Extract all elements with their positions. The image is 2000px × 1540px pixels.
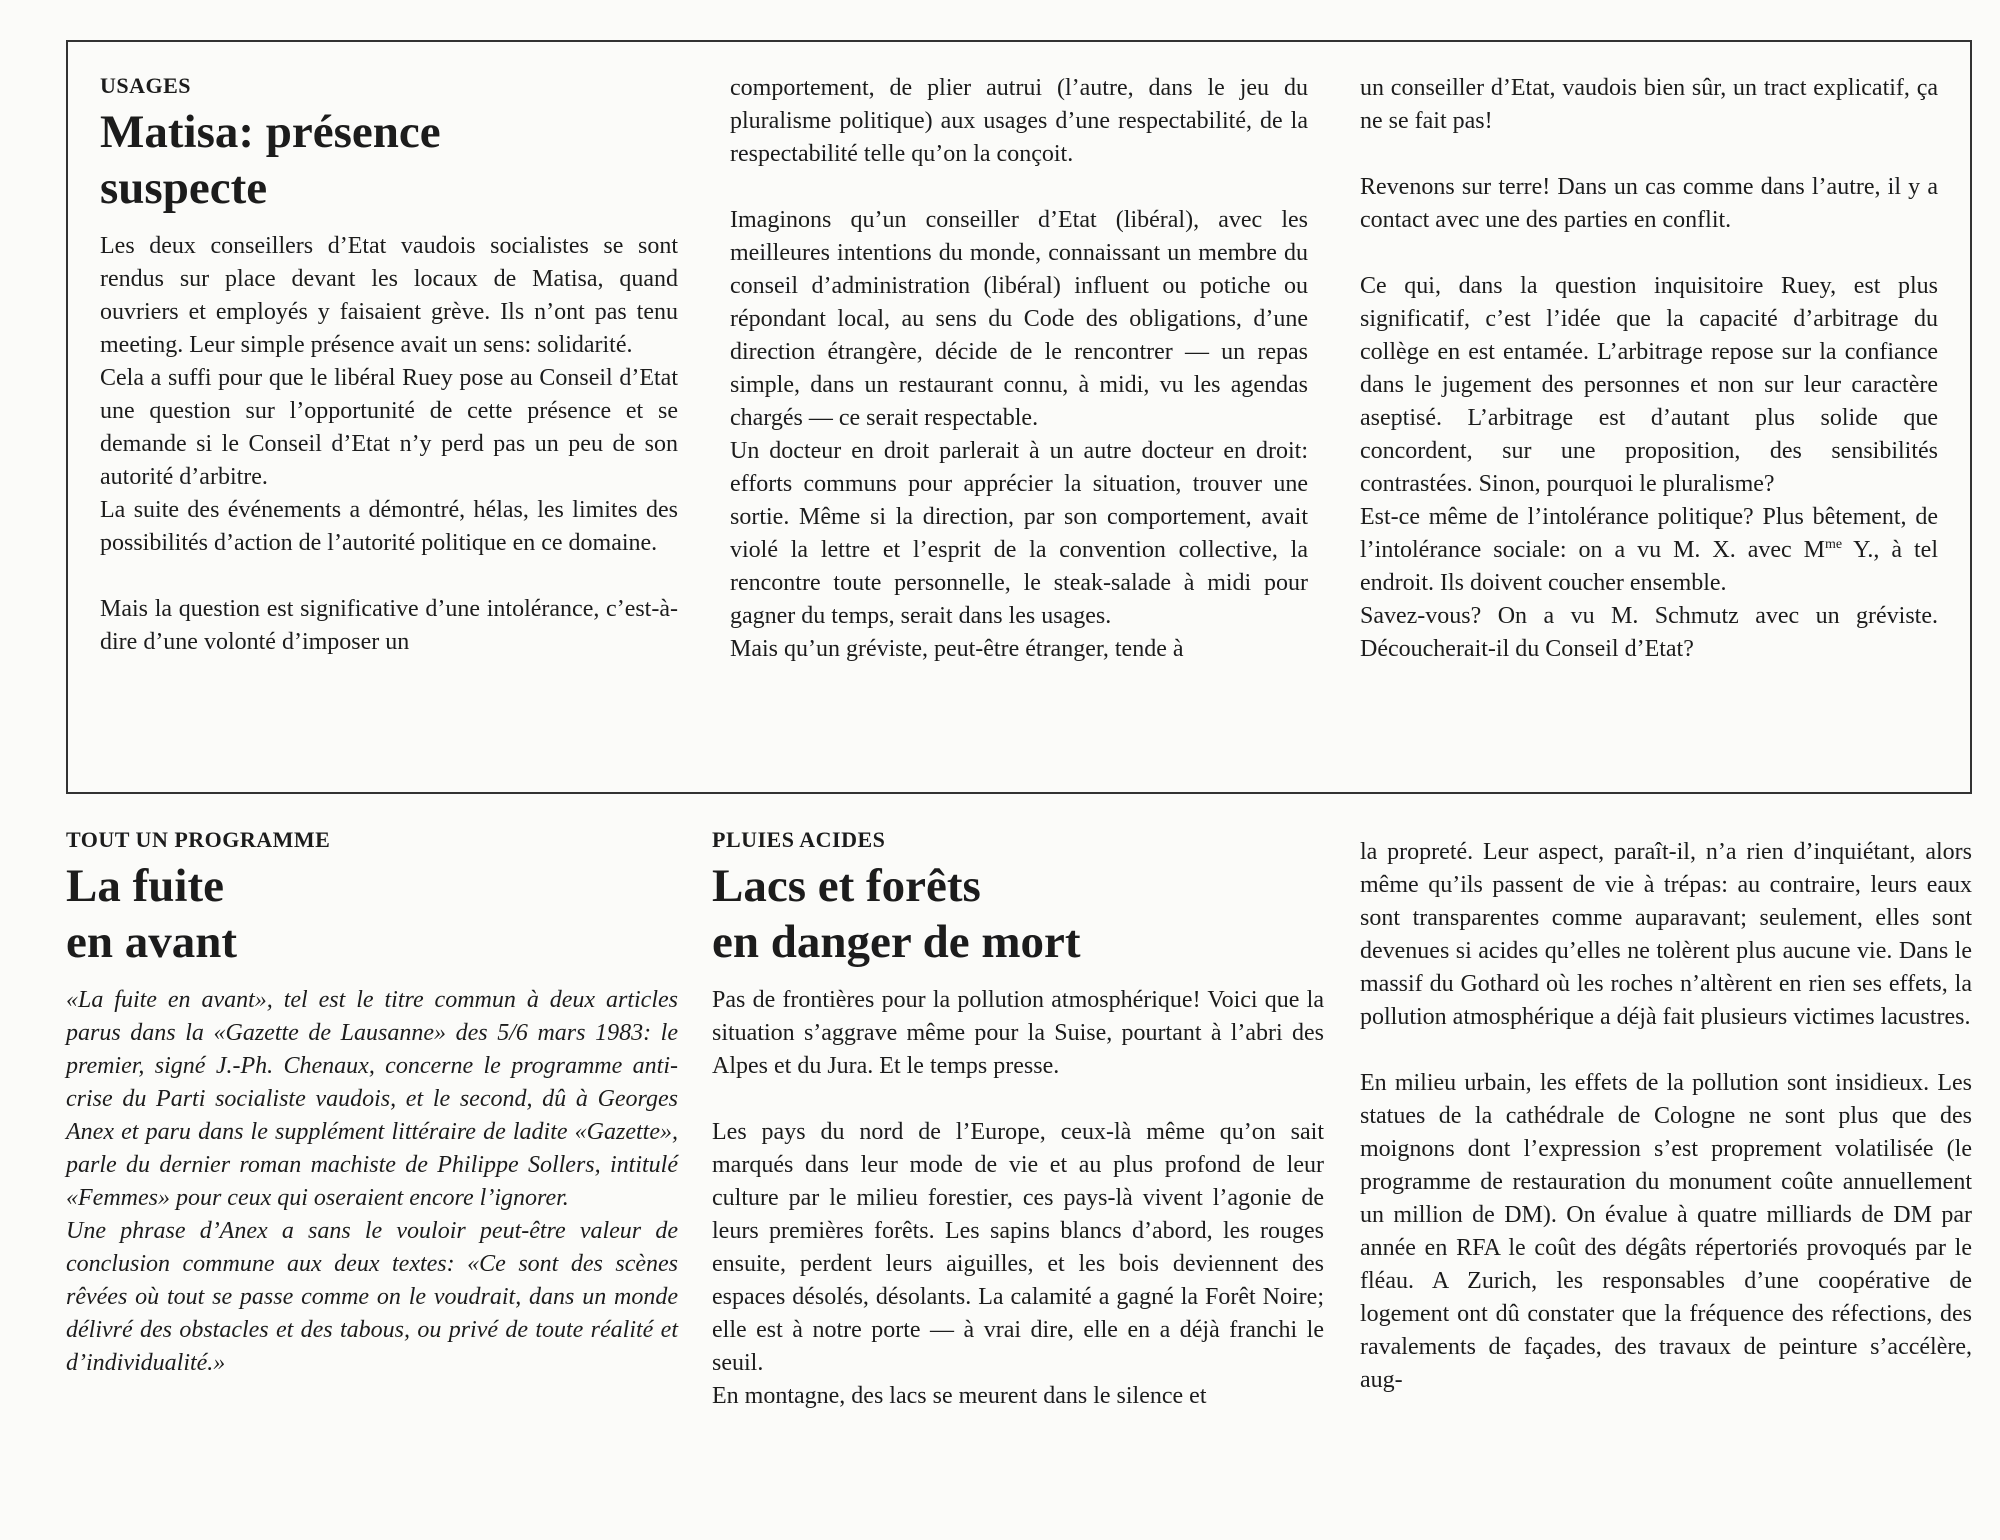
pluies-kicker: PLUIES ACIDES <box>712 827 886 852</box>
pluies-headline-line1: Lacs et forêts <box>712 860 981 912</box>
paragraph: Savez-vous? On a vu M. Schmutz avec un gréviste. Découcherait-il du Conseil d’Etat? <box>1360 603 1938 662</box>
paragraph: En milieu urbain, les effets de la pollution sont insidieux. Les statues de la cathédrale de Cologne ne sont plus que des moignons dont l’expression s’est proprement volatilisée (le programme de restauration du monument coûte annuellement un million de DM). On évalue à quatre milliards de DM par année en RFA le coût des dégâts répertoriés provoqués par le fléau. A Zurich, les responsables d’une coopérative de logement ont dû constater que la fréquence des réfections, des ravalements de façades, des travaux de peinture s’accélère, aug- <box>1360 1070 1972 1393</box>
paragraph: Mais la question est significative d’une intolérance, c’est-à-dire d’une volonté d’imposer un <box>100 596 678 655</box>
programme-column <box>66 826 678 1380</box>
programme-headline-line2: en avant <box>66 916 238 968</box>
paragraph: Revenons sur terre! Dans un cas comme dans l’autre, il y a contact avec une des parties en conflit. <box>1360 174 1938 233</box>
paragraph-text: Est-ce même de l’intolérance politique? Plus bêtement, de l’intolérance sociale: on a vu M. X. avec M <box>1360 504 1938 563</box>
paragraph: Cela a suffi pour que le libéral Ruey pose au Conseil d’Etat une question sur l’opportunité de cette présence et se demande si le Conseil d’Etat n’y perd pas un peu de son autorité d’arbitre. <box>100 365 678 490</box>
pluies-headline <box>712 858 1324 970</box>
paragraph: Pas de frontières pour la pollution atmosphérique! Voici que la situation s’aggrave même pour la Suise, pourtant à l’abri des Alpes et du Jura. Et le temps presse. <box>712 987 1324 1079</box>
paragraph: Les pays du nord de l’Europe, ceux-là même qu’on sait marqués dans leur mode de vie et au plus profond de leur culture par le milieu forestier, ces pays-là vivent l’agonie de leurs premières forêts. Les sapins blancs d’abord, les rouges ensuite, perdent leurs aiguilles, et les bois deviennent des espaces désolés, désolants. La calamité a gagné la Forêt Noire; elle est à notre porte — à vrai dire, elle en a déjà franchi le seuil. <box>712 1119 1324 1376</box>
programme-headline-line1: La fuite <box>66 860 224 912</box>
paragraph: la propreté. Leur aspect, paraît-il, n’a rien d’inquiétant, alors même qu’ils passent de vie à trépas: au contraire, leurs eaux sont transparentes comme auparavant; seulement, elles sont devenues si acides qu’elles ne tolèrent plus aucune vie. Dans le massif du Gothard où les roches n’altèrent en rien ses effets, la pollution atmosphérique a déjà fait plusieurs victimes lacustres. <box>1360 839 1972 1030</box>
pluies-column-2 <box>1360 836 1972 1397</box>
paragraph: Un docteur en droit parlerait à un autre docteur en droit: efforts communs pour apprécier la situation, trouver une sortie. Même si la direction, par son comportement, avait violé la lettre et l’esprit de la convention collective, la rencontre toute personnelle, le steak-salade à midi pour gagner du temps, serait dans les usages. <box>730 438 1308 629</box>
usages-headline <box>100 104 678 216</box>
usages-headline-line2: suspecte <box>100 162 268 214</box>
paragraph: Les deux conseillers d’Etat vaudois socialistes se sont rendus sur place devant les locaux de Matisa, quand ouvriers et employés y faisaient grève. Ils n’ont pas tenu meeting. Leur simple présence avait un sens: solidarité. <box>100 233 678 358</box>
paragraph <box>1360 501 1938 600</box>
programme-kicker: TOUT UN PROGRAMME <box>66 827 331 852</box>
paragraph: En montagne, des lacs se meurent dans le silence et <box>712 1383 1207 1409</box>
paragraph: comportement, de plier autrui (l’autre, dans le jeu du pluralisme politique) aux usages d’une respectabilité, de la respectabilité telle qu’on la conçoit. <box>730 75 1308 167</box>
paragraph-text: Y., à tel endroit. Ils doivent coucher ensemble. <box>1360 537 1939 596</box>
paragraph: «La fuite en avant», tel est le titre commun à deux articles parus dans la «Gazette de Lausanne» des 5/6 mars 1983: le premier, signé J.-Ph. Chenaux, concerne le programme anti-crise du Parti socialiste vaudois, et le second, dû à Georges Anex et paru dans le supplément littéraire de ladite «Gazette», parle du dernier roman machiste de Philippe Sollers, intitulé «Femmes» pour ceux qui oseraient encore l’ignorer. <box>66 987 678 1211</box>
usages-column-2 <box>730 72 1308 666</box>
paragraph: Imaginons qu’un conseiller d’Etat (libéral), avec les meilleures intentions du monde, connaissant un membre du conseil d’administration (libéral) influent ou potiche ou répondant local, au sens du Code des obligations, d’une direction étrangère, décide de le rencontrer — un repas simple, dans un restaurant connu, à midi, vu les agendas chargés — ce serait respectable. <box>730 207 1308 431</box>
superscript-me: me <box>1824 537 1843 552</box>
usages-kicker: USAGES <box>100 73 192 98</box>
programme-headline <box>66 858 678 970</box>
paragraph: La suite des événements a démontré, hélas, les limites des possibilités d’action de l’autorité politique en ce domaine. <box>100 497 678 556</box>
paragraph: Une phrase d’Anex a sans le vouloir peut-être valeur de conclusion commune aux deux textes: «Ce sont des scènes rêvées où tout se passe comme on le voudrait, dans un monde délivré des obstacles et des tabous, ou privé de toute réalité et d’individualité.» <box>66 1218 678 1376</box>
usages-headline-line1: Matisa: présence <box>100 106 441 158</box>
pluies-column-1 <box>712 826 1324 1413</box>
paragraph: un conseiller d’Etat, vaudois bien sûr, un tract explicatif, ça ne se fait pas! <box>1360 75 1938 134</box>
usages-column-3 <box>1360 72 1938 666</box>
pluies-headline-line2: en danger de mort <box>712 916 1081 968</box>
paragraph: Ce qui, dans la question inquisitoire Ruey, est plus significatif, c’est l’idée que la capacité d’arbitrage du collège en est entamée. L’arbitrage repose sur la confiance dans le jugement des personnes et non sur leur caractère aseptisé. L’arbitrage est d’autant plus solide que concordent, sur une proposition, des sensibilités contrastées. Sinon, pourquoi le pluralisme? <box>1360 273 1938 497</box>
paragraph: Mais qu’un gréviste, peut-être étranger, tende à <box>730 636 1184 662</box>
usages-column-1 <box>100 72 678 659</box>
